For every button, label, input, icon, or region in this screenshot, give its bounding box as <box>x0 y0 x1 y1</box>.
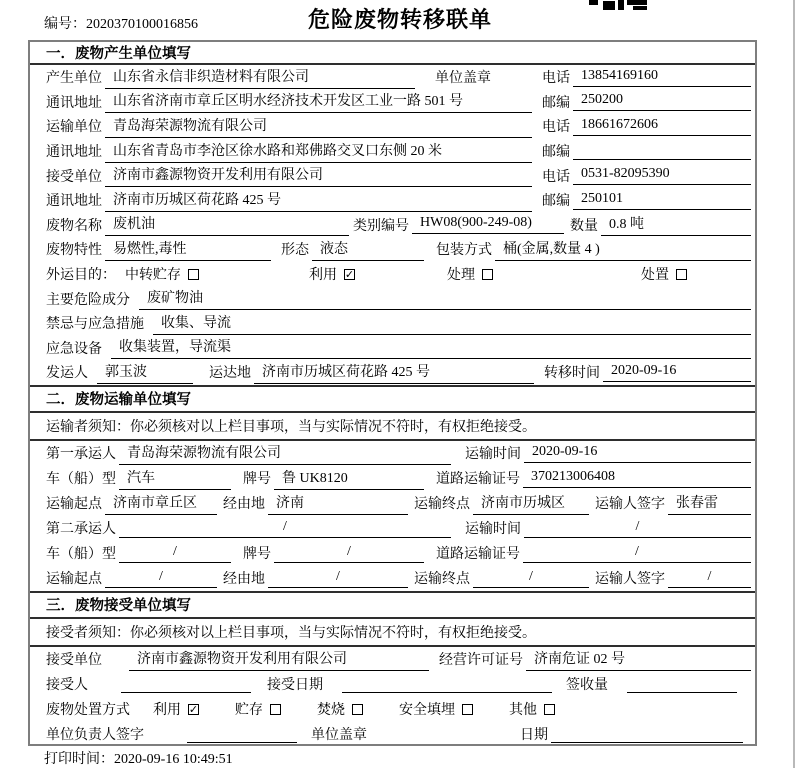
disposal-burn-checkbox <box>352 704 363 715</box>
license-no-value: 济南危证 02 号 <box>526 648 751 671</box>
transfer-time-value: 2020-09-16 <box>603 363 751 382</box>
manifest-form <box>28 40 757 746</box>
quantity-value: 0.8 吨 <box>601 213 751 236</box>
page-right-edge <box>793 0 795 768</box>
disposal-use-checkbox <box>188 704 199 715</box>
received-quantity-value <box>627 675 737 693</box>
quantity-label: 数量 <box>570 218 598 234</box>
transport-unit-value: 青岛海荣源物流有限公司 <box>105 115 532 138</box>
consignor-label: 发运人 <box>46 366 88 382</box>
transport-unit-label: 运输单位 <box>46 120 102 136</box>
transport-origin-label: 运输起点 <box>46 572 102 588</box>
disposal-other-option <box>509 699 555 719</box>
contraindication-value: 收集、导流 <box>153 312 751 335</box>
first-plate-no-value: 鲁 UK8120 <box>274 467 424 490</box>
purpose-dispose-option <box>641 264 687 284</box>
producer-address-value: 山东省济南市章丘区明水经济技术开发区工业一路 501 号 <box>105 90 532 113</box>
producer-unit-value: 山东省永信非织造材料有限公司 <box>105 66 415 89</box>
form-label: 形态 <box>281 243 309 259</box>
serial-value: 2020370100016856 <box>86 17 198 32</box>
emergency-equipment-label: 应急设备 <box>46 341 102 357</box>
first-transport-time-value: 2020-09-16 <box>524 444 751 463</box>
received-quantity-label: 签收量 <box>566 678 608 694</box>
producer-unit-row <box>30 65 755 90</box>
transport-terminus-label: 运输终点 <box>414 497 470 513</box>
second-terminus-value: / <box>473 569 589 588</box>
first-carrier-label: 第一承运人 <box>46 447 116 463</box>
responsible-signature-label: 单位负责人签字 <box>46 728 144 744</box>
disposal-landfill-option <box>399 699 473 719</box>
producer-phone-value: 13854169160 <box>573 68 751 87</box>
receive-unit-label: 接受单位 <box>46 653 102 669</box>
print-time-label: 打印时间： <box>44 752 114 767</box>
consignor-row <box>30 360 755 385</box>
section3-header: 三．废物接受单位填写 <box>30 591 755 619</box>
check-mark: ✓ <box>344 267 355 281</box>
unit-seal-label: 单位盖章 <box>311 728 367 744</box>
second-carrier-signature-value: / <box>668 569 751 588</box>
transporter-notice-row <box>30 413 755 441</box>
sign-date-value <box>551 725 743 743</box>
purpose-transfer-option <box>125 264 199 284</box>
disposal-burn-option <box>317 699 363 719</box>
second-carrier-value: / <box>119 519 451 538</box>
transporter-address-value: 山东省青岛市李沧区徐水路和郑佛路交叉口东侧 20 米 <box>105 140 532 163</box>
vehicle-type-label: 车（船）型 <box>46 472 116 488</box>
postcode-label: 邮编 <box>542 194 570 210</box>
disposal-store-checkbox <box>270 704 281 715</box>
destination-value: 济南市历城区荷花路 425 号 <box>254 361 534 384</box>
check-mark: ✓ <box>188 702 199 716</box>
page-title: 危险废物转移联单 <box>307 8 492 33</box>
plate-no-label: 牌号 <box>243 547 271 563</box>
producer-postcode-value: 250200 <box>573 92 751 111</box>
form-value: 液态 <box>312 238 424 261</box>
section1-header: 一．废物产生单位填写 <box>30 42 755 65</box>
packaging-label: 包装方式 <box>436 243 492 259</box>
disposal-other-label: 其他 <box>509 703 537 719</box>
second-carrier-label: 第二承运人 <box>46 522 116 538</box>
receiving-unit-value: 济南市鑫源物资开发利用有限公司 <box>129 648 429 671</box>
transporter-address-row <box>30 139 755 164</box>
disposal-method-row <box>30 697 755 722</box>
disposal-burn-label: 焚烧 <box>317 703 345 719</box>
second-vehicle-row <box>30 541 755 566</box>
carrier-signature-label: 运输人签字 <box>595 572 665 588</box>
postcode-label: 邮编 <box>542 145 570 161</box>
disposal-method-label: 废物处置方式 <box>46 703 130 719</box>
waste-name-label: 废物名称 <box>46 218 102 234</box>
first-carrier-value: 青岛海荣源物流有限公司 <box>119 442 451 465</box>
vehicle-type-label: 车（船）型 <box>46 547 116 563</box>
print-time-value: 2020-09-16 10:49:51 <box>114 752 233 767</box>
packaging-value: 桶(金属,数量 4 ) <box>495 238 751 261</box>
disposal-store-label: 贮存 <box>235 703 263 719</box>
mail-address-label: 通讯地址 <box>46 95 102 111</box>
plate-no-label: 牌号 <box>243 472 271 488</box>
second-transport-time-value: / <box>524 519 751 538</box>
transporter-postcode-value <box>573 142 751 160</box>
consignor-value: 郭玉波 <box>97 361 193 384</box>
purpose-transfer-checkbox <box>188 269 199 280</box>
receive-date-value <box>342 675 552 693</box>
responsible-signature-row <box>30 722 755 747</box>
purpose-treat-label: 处理 <box>447 268 475 284</box>
unit-seal-label: 单位盖章 <box>435 71 491 87</box>
receive-unit-value: 济南市鑫源物资开发利用有限公司 <box>105 164 532 187</box>
mail-address-label: 通讯地址 <box>46 145 102 161</box>
second-origin-value: / <box>105 569 217 588</box>
destination-label: 运达地 <box>209 366 251 382</box>
receive-unit-label: 接受单位 <box>46 169 102 185</box>
phone-label: 电话 <box>542 120 570 136</box>
recipient-value <box>121 675 251 693</box>
transporter-phone-value: 18661672606 <box>573 117 751 136</box>
receive-date-label: 接受日期 <box>267 678 323 694</box>
recipient-row <box>30 672 755 697</box>
second-via-value: / <box>268 569 408 588</box>
transport-time-label: 运输时间 <box>465 447 521 463</box>
first-road-permit-value: 370213006408 <box>523 469 751 488</box>
mail-address-label: 通讯地址 <box>46 194 102 210</box>
category-no-label: 类别编号 <box>353 218 409 234</box>
section2-header: 二．废物运输单位填写 <box>30 385 755 413</box>
qr-code-fragment-icon <box>589 0 651 10</box>
contraindication-label: 禁忌与应急措施 <box>46 317 144 333</box>
receiver-phone-value: 0531-82095390 <box>573 166 751 185</box>
first-terminus-value: 济南市历城区 <box>473 492 589 515</box>
disposal-landfill-label: 安全填埋 <box>399 703 455 719</box>
purpose-dispose-checkbox <box>676 269 687 280</box>
producer-unit-label: 产生单位 <box>46 71 102 87</box>
date-label: 日期 <box>520 728 548 744</box>
waste-property-row <box>30 237 755 262</box>
receiver-address-value: 济南市历城区荷花路 425 号 <box>105 189 532 212</box>
disposal-use-label: 利用 <box>153 703 181 719</box>
waste-property-value: 易燃性,毒性 <box>105 238 271 261</box>
postcode-label: 邮编 <box>542 95 570 111</box>
emergency-equipment-value: 收集装置，导流渠 <box>111 336 751 359</box>
main-hazard-value: 废矿物油 <box>139 287 751 310</box>
second-carrier-row <box>30 516 755 541</box>
waste-name-value: 废机油 <box>105 213 349 236</box>
receiving-unit-row <box>30 647 755 672</box>
serial-label: 编号： <box>44 17 86 32</box>
second-road-permit-value: / <box>523 544 751 563</box>
disposal-use-option <box>153 699 199 719</box>
road-permit-label: 道路运输证号 <box>436 472 520 488</box>
outbound-purpose-label: 外运目的： <box>46 268 116 284</box>
transfer-time-label: 转移时间 <box>544 366 600 382</box>
transport-origin-label: 运输起点 <box>46 497 102 513</box>
main-hazard-row <box>30 286 755 311</box>
print-time <box>44 748 233 768</box>
purpose-dispose-label: 处置 <box>641 268 669 284</box>
responsible-signature-value <box>187 725 297 743</box>
carrier-signature-label: 运输人签字 <box>595 497 665 513</box>
disposal-other-checkbox <box>544 704 555 715</box>
purpose-treat-option <box>447 264 493 284</box>
first-vehicle-row <box>30 466 755 491</box>
road-permit-label: 道路运输证号 <box>436 547 520 563</box>
emergency-equipment-row <box>30 336 755 361</box>
second-route-row <box>30 566 755 591</box>
disposal-store-option <box>235 699 281 719</box>
purpose-transfer-label: 中转贮存 <box>125 268 181 284</box>
phone-label: 电话 <box>542 71 570 87</box>
transport-unit-row <box>30 114 755 139</box>
receive-unit-row <box>30 163 755 188</box>
first-route-row <box>30 491 755 516</box>
purpose-use-label: 利用 <box>309 268 337 284</box>
first-carrier-signature-value: 张春雷 <box>668 492 751 515</box>
first-via-value: 济南 <box>268 492 408 515</box>
second-plate-no-value: / <box>274 544 424 563</box>
phone-label: 电话 <box>542 169 570 185</box>
waste-property-label: 废物特性 <box>46 243 102 259</box>
license-no-label: 经营许可证号 <box>439 653 523 669</box>
transporter-notice-text: 运输者须知：你必须核对以上栏目事项，当与实际情况不符时，有权拒绝接受。 <box>46 419 536 435</box>
recipient-label: 接受人 <box>46 678 88 694</box>
receiver-postcode-value: 250101 <box>573 191 751 210</box>
first-carrier-row <box>30 441 755 466</box>
outbound-purpose-row <box>30 262 755 287</box>
first-vehicle-type-value: 汽车 <box>119 467 231 490</box>
disposal-landfill-checkbox <box>462 704 473 715</box>
second-vehicle-type-value: / <box>119 544 231 563</box>
via-place-label: 经由地 <box>223 572 265 588</box>
transport-time-label: 运输时间 <box>465 522 521 538</box>
purpose-use-option <box>309 264 355 284</box>
receiver-notice-text: 接受者须知：你必须核对以上栏目事项，当与实际情况不符时，有权拒绝接受。 <box>46 625 536 641</box>
producer-address-row <box>30 90 755 115</box>
receiver-address-row <box>30 188 755 213</box>
transport-terminus-label: 运输终点 <box>414 572 470 588</box>
purpose-use-checkbox <box>344 269 355 280</box>
main-hazard-label: 主要危险成分 <box>46 292 130 308</box>
first-origin-value: 济南市章丘区 <box>105 492 217 515</box>
waste-name-row <box>30 213 755 238</box>
purpose-treat-checkbox <box>482 269 493 280</box>
category-no-value: HW08(900-249-08) <box>412 215 564 234</box>
contraindication-row <box>30 311 755 336</box>
receiver-notice-row <box>30 619 755 647</box>
via-place-label: 经由地 <box>223 497 265 513</box>
